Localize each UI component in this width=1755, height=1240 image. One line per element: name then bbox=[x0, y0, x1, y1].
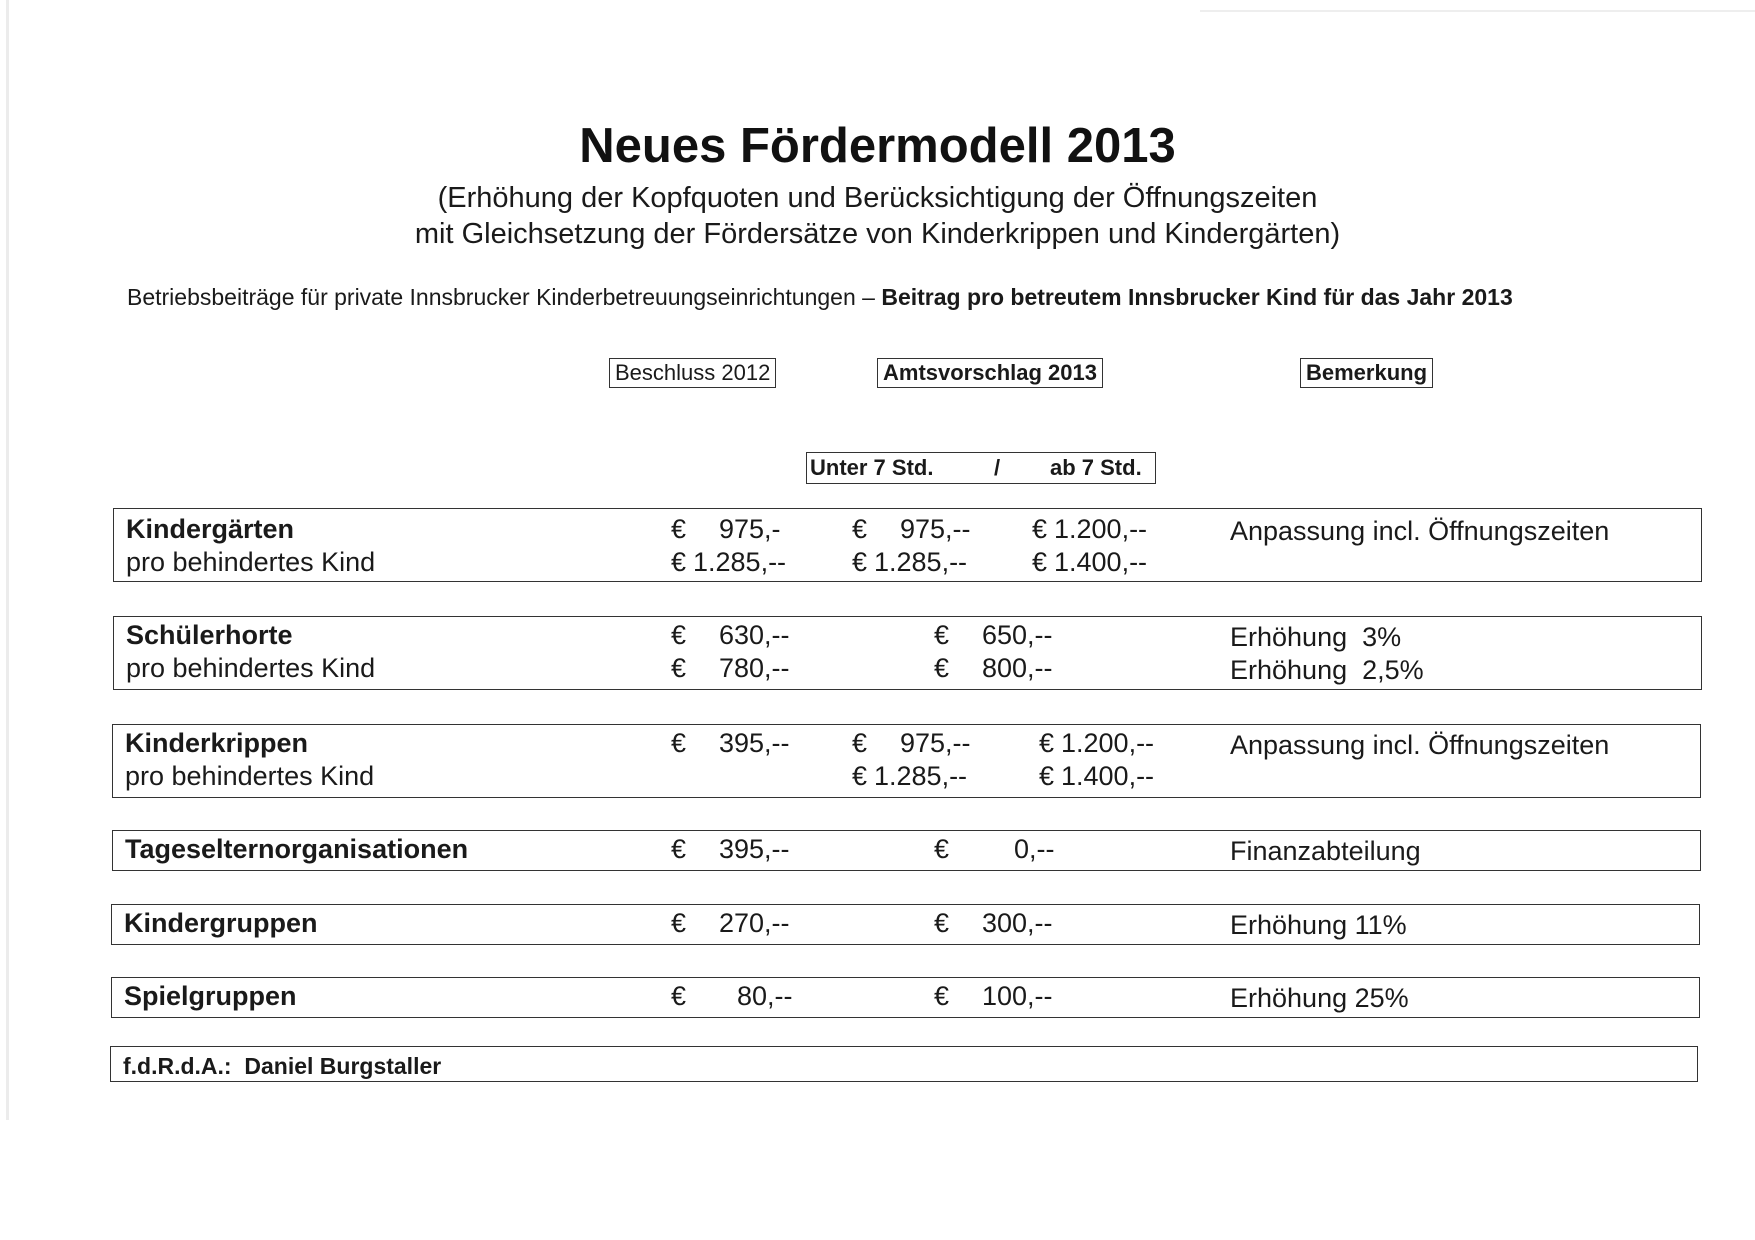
header-amtsvorschlag-2013: Amtsvorschlag 2013 bbox=[877, 358, 1103, 388]
row-kindergruppen: Kindergruppen € 270,-- € 300,-- Erhöhung 11% bbox=[111, 904, 1700, 945]
header-beschluss-2012: Beschluss 2012 bbox=[609, 358, 776, 388]
header-bemerkung: Bemerkung bbox=[1300, 358, 1433, 388]
currency-symbol: € bbox=[671, 981, 687, 1011]
info-bold: Beitrag pro betreutem Innsbrucker Kind für das Jahr 2013 bbox=[881, 284, 1513, 310]
currency-symbol: € bbox=[934, 834, 950, 864]
currency-symbol: € bbox=[671, 653, 687, 683]
row-remark: Erhöhung 3% bbox=[1230, 622, 1402, 652]
footer-signature: f.d.R.d.A.: Daniel Burgstaller bbox=[123, 1053, 442, 1079]
row-sub-label: pro behindertes Kind bbox=[125, 761, 375, 791]
header-slash: / bbox=[994, 455, 1001, 480]
currency-symbol: € bbox=[852, 728, 868, 758]
subtitle-line-1: (Erhöhung der Kopfquoten und Berücksichtigung der Öffnungszeiten bbox=[437, 182, 1318, 214]
currency-symbol: € bbox=[671, 908, 687, 938]
row-sub-label: pro behindertes Kind bbox=[126, 653, 376, 683]
row-remark: Erhöhung 25% bbox=[1230, 983, 1409, 1013]
row-label: Kindergruppen bbox=[124, 908, 318, 938]
row-remark-sub: Erhöhung 2,5% bbox=[1230, 655, 1424, 685]
currency-symbol: € bbox=[934, 908, 950, 938]
currency-symbol: € bbox=[1032, 514, 1048, 544]
currency-symbol: € bbox=[671, 547, 687, 577]
row-label: Schülerhorte bbox=[126, 620, 293, 650]
row-remark: Erhöhung 11% bbox=[1230, 910, 1407, 940]
row-remark: Anpassung incl. Öffnungszeiten bbox=[1230, 730, 1610, 760]
row-sub-label: pro behindertes Kind bbox=[126, 547, 376, 577]
subtitle-line-2: mit Gleichsetzung der Fördersätze von Kinderkrippen und Kindergärten) bbox=[414, 218, 1341, 250]
currency-symbol: € bbox=[671, 514, 687, 544]
footer-box bbox=[110, 1046, 1698, 1082]
row-label: Spielgruppen bbox=[124, 981, 297, 1011]
currency-symbol: € bbox=[852, 547, 868, 577]
row-remark: Anpassung incl. Öffnungszeiten bbox=[1230, 516, 1610, 546]
header-under-7: Unter 7 Std. bbox=[810, 455, 934, 480]
scan-edge-top bbox=[1200, 10, 1755, 12]
row-label: Kinderkrippen bbox=[125, 728, 309, 758]
currency-symbol: € bbox=[934, 981, 950, 1011]
currency-symbol: € bbox=[1039, 761, 1055, 791]
page-title: Neues Fördermodell 2013 bbox=[579, 119, 1176, 173]
header-hours bbox=[806, 452, 1156, 484]
row-kinderkrippen: Kinderkrippen pro behindertes Kind € 395,-- € 975,-- € 1.285,-- € 1.200,-- € 1.400,-- Anpassung incl. Öffnungszeiten bbox=[112, 724, 1701, 798]
currency-symbol: € bbox=[671, 728, 687, 758]
info-regular: Betriebsbeiträge für private Innsbrucker Kinderbetreuungseinrichtungen – bbox=[127, 284, 882, 310]
currency-symbol: € bbox=[1039, 728, 1055, 758]
row-remark: Finanzabteilung bbox=[1230, 836, 1421, 866]
row-kindergaerten: Kindergärten pro behindertes Kind € 975,- € 1.285,-- € 975,-- € 1.285,-- € 1.200,-- € 1.400,-- Anpassung incl. Öffnungszeiten bbox=[113, 508, 1702, 582]
currency-symbol: € bbox=[934, 620, 950, 650]
row-schuelerhorte: Schülerhorte pro behindertes Kind € 630,-- € 780,-- € 650,-- € 800,-- Erhöhung 3% Erhöhung 2,5% bbox=[113, 616, 1702, 690]
info-line bbox=[127, 284, 1513, 311]
row-spielgruppen: Spielgruppen € 80,-- € 100,-- Erhöhung 25% bbox=[111, 977, 1700, 1018]
currency-symbol: € bbox=[671, 620, 687, 650]
row-label: Kindergärten bbox=[126, 514, 295, 544]
currency-symbol: € bbox=[852, 514, 868, 544]
currency-symbol: € bbox=[934, 653, 950, 683]
row-tageselternorganisationen: Tageselternorganisationen € 395,-- € 0,-- Finanzabteilung bbox=[112, 830, 1701, 871]
currency-symbol: € bbox=[1032, 547, 1048, 577]
currency-symbol: € bbox=[671, 834, 687, 864]
header-ab-7: ab 7 Std. bbox=[1050, 455, 1142, 480]
row-label: Tageselternorganisationen bbox=[125, 834, 469, 864]
currency-symbol: € bbox=[852, 761, 868, 791]
